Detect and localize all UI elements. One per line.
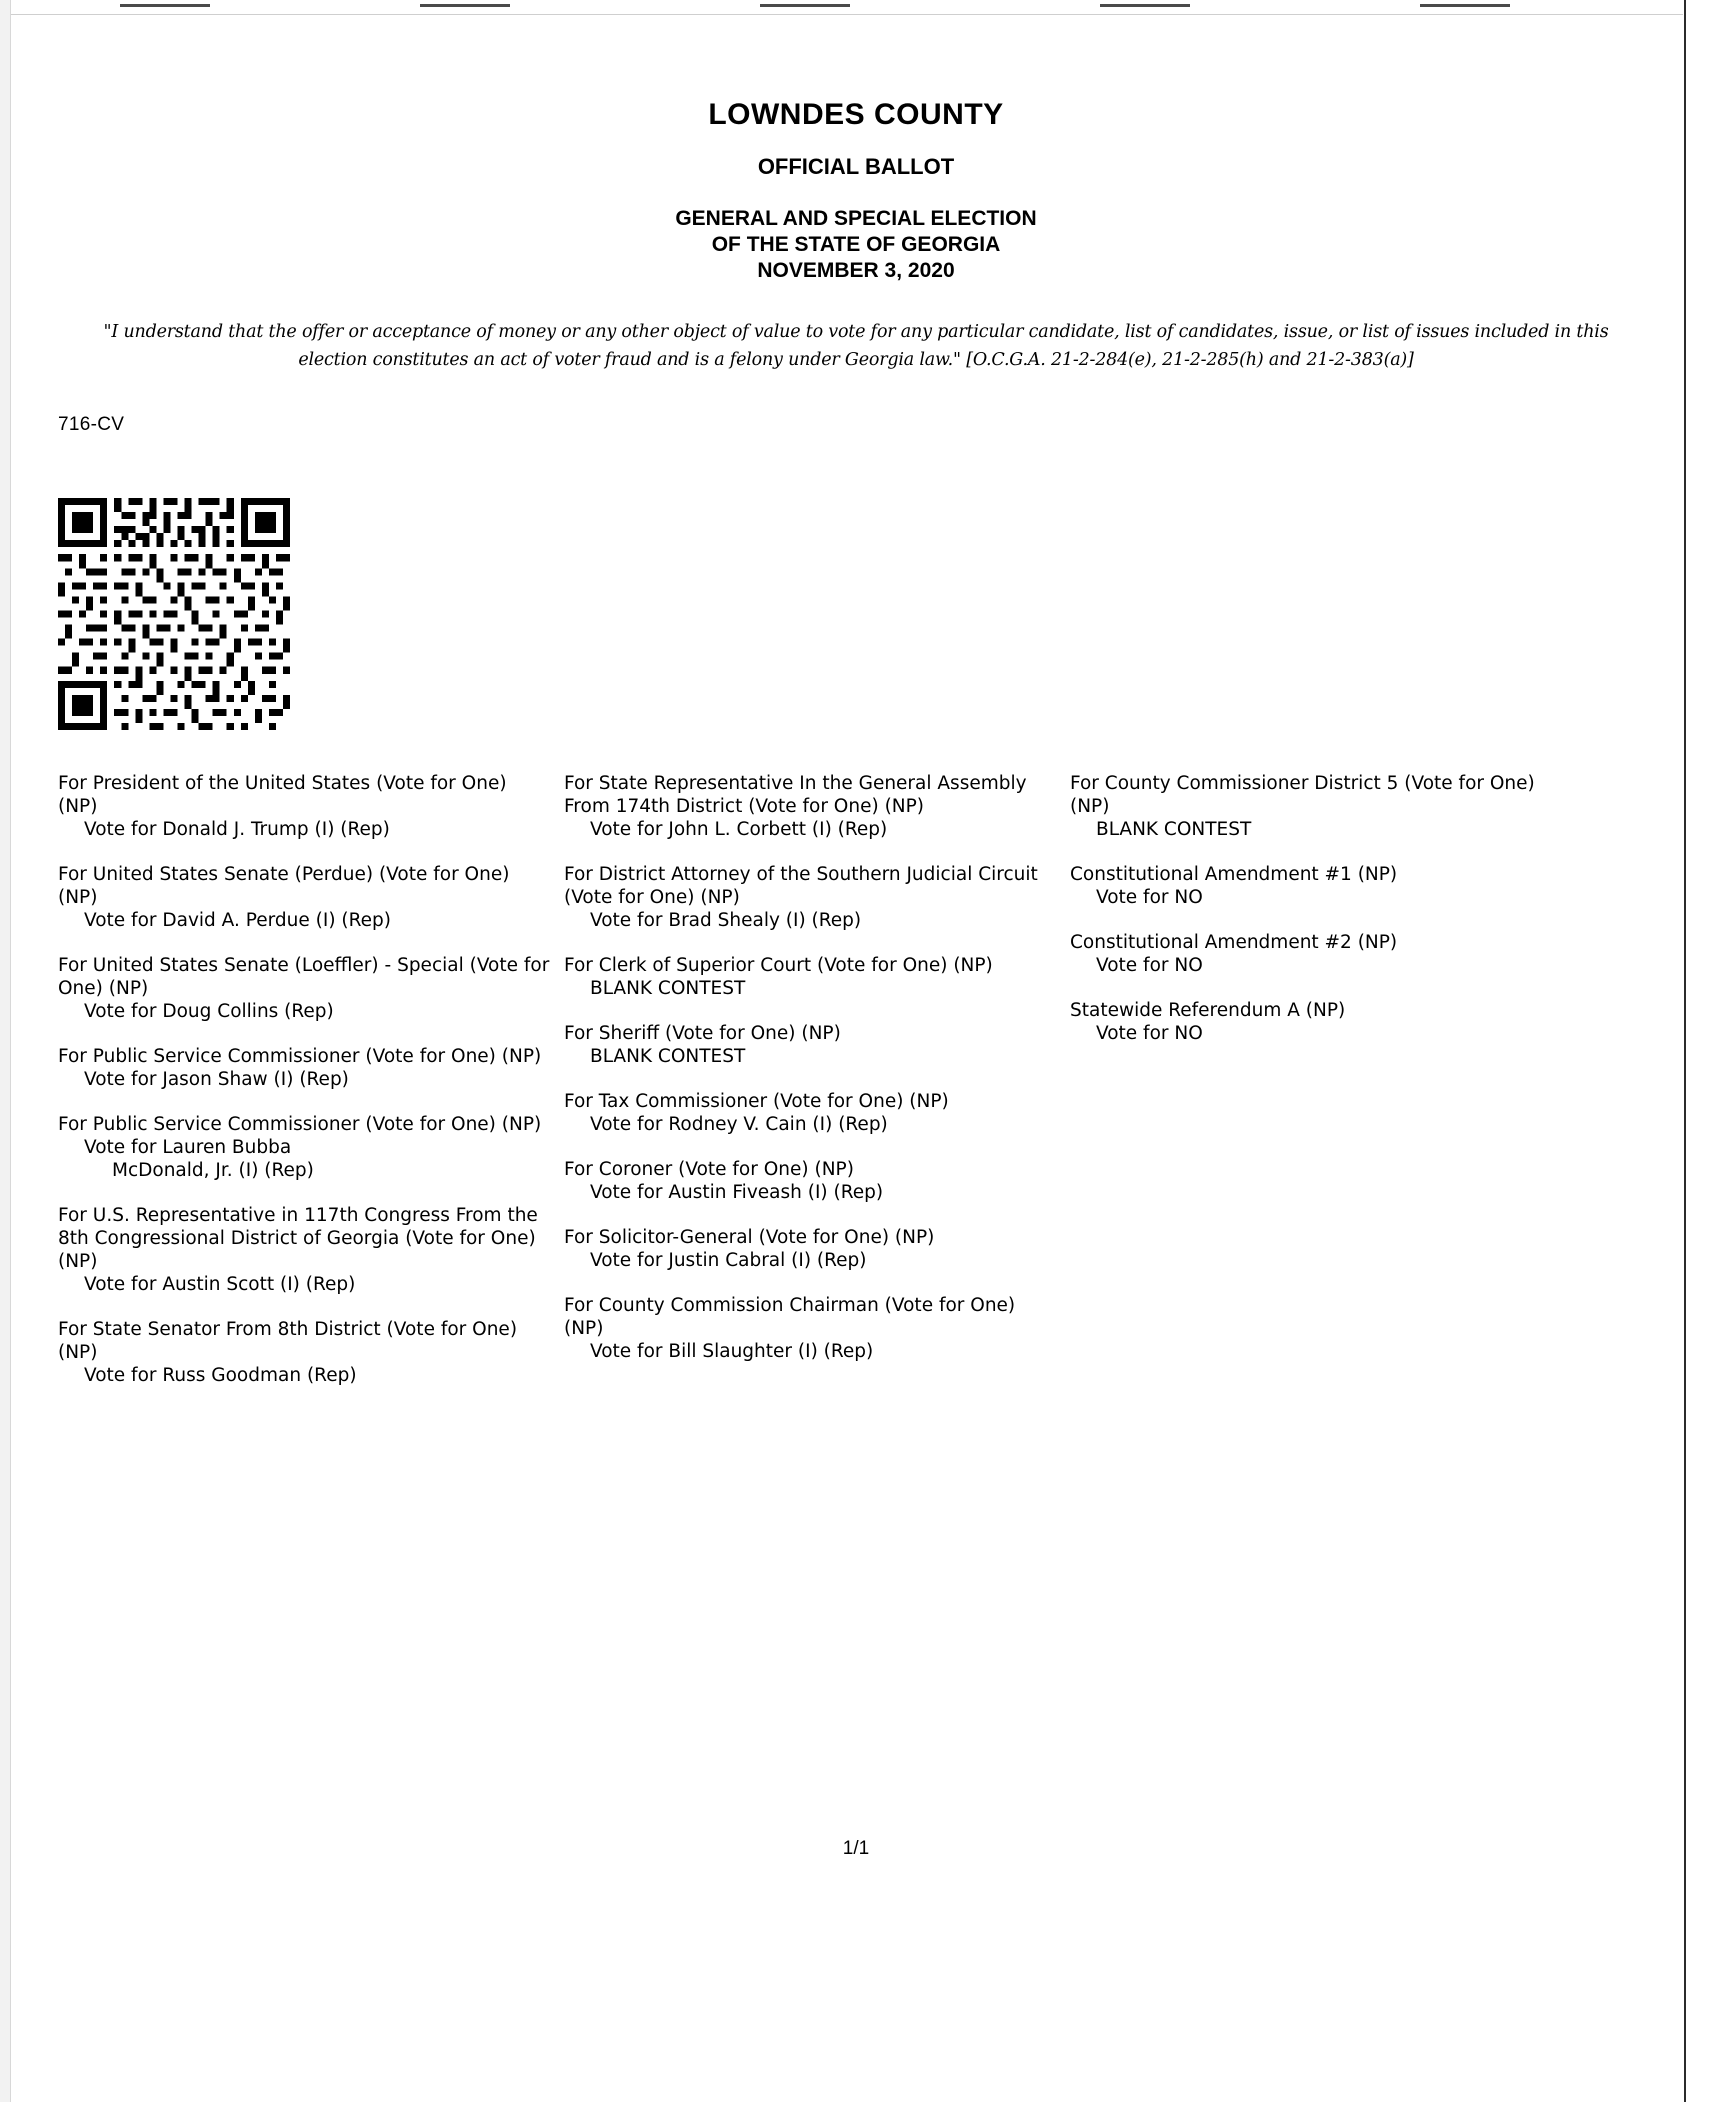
contest-title: For U.S. Representative in 117th Congress From the 8th Congressional District of Georgia (Vote for One) (NP): [58, 1205, 538, 1272]
contest-choice: Vote for Austin Scott (I) (Rep): [84, 1274, 356, 1295]
contest-title: For Sheriff (Vote for One) (NP): [564, 1023, 841, 1044]
contest-title: Statewide Referendum A (NP): [1070, 1000, 1346, 1021]
contest-title: For County Commission Chairman (Vote for One) (NP): [564, 1295, 1016, 1339]
contest-block: [58, 1113, 550, 1182]
ballot-content: [56, 0, 1656, 2102]
contest-title: For Clerk of Superior Court (Vote for One) (NP): [564, 955, 993, 976]
contest-choice: BLANK CONTEST: [590, 1046, 746, 1067]
contest-choice-continuation: McDonald, Jr. (I) (Rep): [112, 1160, 314, 1181]
page-number: 1/1: [842, 1838, 870, 1859]
scan-edge-left: [0, 0, 11, 2102]
contest-title: For United States Senate (Perdue) (Vote for One) (NP): [58, 864, 510, 908]
contest-choice: Vote for David A. Perdue (I) (Rep): [84, 910, 392, 931]
contest-choice: Vote for Jason Shaw (I) (Rep): [84, 1069, 349, 1090]
contest-title: Constitutional Amendment #1 (NP): [1070, 864, 1398, 885]
voter-oath-text: "I understand that the offer or acceptance of money or any other object of value to vote for any particular candidate, list of candidates, issue, or list of issues included in this election constitutes an act of voter fraud and is a felony under Georgia law." [O.C.G.A. 21-2-284(e), 21-2-285(h) and 21-2-383(a)]: [103, 322, 1609, 370]
contest-block: [1070, 772, 1562, 841]
contest-choice: BLANK CONTEST: [590, 978, 746, 999]
contest-title: For Coroner (Vote for One) (NP): [564, 1159, 854, 1180]
contest-title: For Public Service Commissioner (Vote for One) (NP): [58, 1046, 542, 1067]
contest-choice: Vote for Justin Cabral (I) (Rep): [590, 1250, 867, 1271]
contest-block: [564, 1090, 1056, 1136]
scan-edge-right: [1684, 0, 1728, 2102]
contest-choice: [58, 1136, 550, 1182]
contest-choice-text: Vote for Lauren Bubba: [84, 1137, 292, 1158]
contest-block: [564, 1226, 1056, 1272]
official-ballot-label: OFFICIAL BALLOT: [757, 154, 955, 179]
election-title-line1: GENERAL AND SPECIAL ELECTION: [675, 207, 1037, 230]
contest-block: [564, 772, 1056, 841]
election-title: [56, 206, 1656, 284]
contest-block: [58, 1045, 550, 1091]
contest-title: For Tax Commissioner (Vote for One) (NP): [564, 1091, 949, 1112]
contest-choice: Vote for Austin Fiveash (I) (Rep): [590, 1182, 884, 1203]
contest-title: For County Commissioner District 5 (Vote for One) (NP): [1070, 773, 1535, 817]
contest-choice: Vote for NO: [1096, 1023, 1203, 1044]
contest-block: [564, 1158, 1056, 1204]
contest-choice: Vote for Bill Slaughter (I) (Rep): [590, 1341, 874, 1362]
contest-block: [58, 1318, 550, 1387]
contest-choice: Vote for Donald J. Trump (I) (Rep): [84, 819, 390, 840]
contest-block: [58, 954, 550, 1023]
contest-choice: Vote for Russ Goodman (Rep): [84, 1365, 357, 1386]
contest-column-1: [58, 772, 550, 1409]
qr-code-icon: [58, 498, 290, 730]
contest-block: [1070, 999, 1562, 1045]
contest-title: For State Representative In the General Assembly From 174th District (Vote for One) (NP): [564, 773, 1027, 817]
contest-column-3: [1070, 772, 1562, 1409]
contest-choice: Vote for NO: [1096, 955, 1203, 976]
contest-title: For President of the United States (Vote for One) (NP): [58, 773, 507, 817]
contest-block: [58, 1204, 550, 1296]
contest-columns: [58, 772, 1568, 1409]
contest-block: [58, 772, 550, 841]
contest-title: For State Senator From 8th District (Vote for One) (NP): [58, 1319, 518, 1363]
contest-choice: Vote for Brad Shealy (I) (Rep): [590, 910, 862, 931]
contest-block: [564, 863, 1056, 932]
contest-title: For Public Service Commissioner (Vote for One) (NP): [58, 1114, 542, 1135]
contest-column-2: [564, 772, 1056, 1409]
contest-choice: BLANK CONTEST: [1096, 819, 1252, 840]
contest-choice: Vote for John L. Corbett (I) (Rep): [590, 819, 888, 840]
ballot-style-id: 716-CV: [58, 414, 125, 435]
contest-block: [564, 1022, 1056, 1068]
contest-block: [58, 863, 550, 932]
page-title: LOWNDES COUNTY: [708, 98, 1004, 131]
contest-title: For Solicitor-General (Vote for One) (NP): [564, 1227, 935, 1248]
election-date: NOVEMBER 3, 2020: [757, 259, 955, 282]
contest-choice: Vote for Rodney V. Cain (I) (Rep): [590, 1114, 888, 1135]
contest-title: For District Attorney of the Southern Judicial Circuit (Vote for One) (NP): [564, 864, 1038, 908]
contest-choice: Vote for Doug Collins (Rep): [84, 1001, 334, 1022]
contest-choice: Vote for NO: [1096, 887, 1203, 908]
contest-block: [564, 954, 1056, 1000]
election-title-line2: OF THE STATE OF GEORGIA: [711, 233, 1001, 256]
contest-block: [564, 1294, 1056, 1363]
contest-block: [1070, 931, 1562, 977]
contest-title: For United States Senate (Loeffler) - Special (Vote for One) (NP): [58, 955, 550, 999]
contest-title: Constitutional Amendment #2 (NP): [1070, 932, 1398, 953]
ballot-header: [56, 0, 1656, 284]
contest-block: [1070, 863, 1562, 909]
